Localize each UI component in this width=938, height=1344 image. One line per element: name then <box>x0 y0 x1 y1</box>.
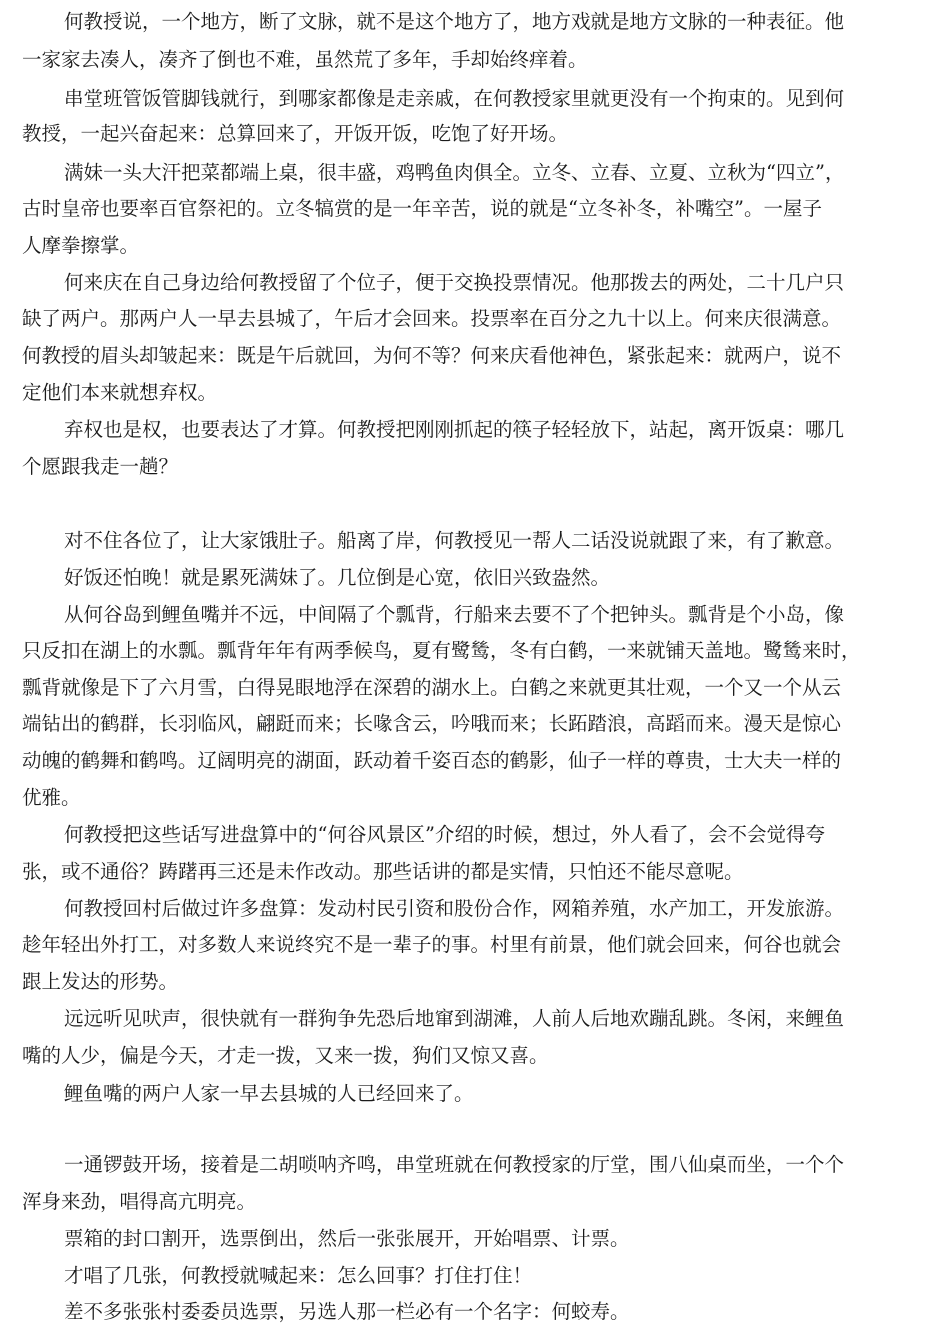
text-line: 鲤鱼嘴的两户人家一早去县城的人已经回来了。 <box>64 1082 474 1105</box>
text-line: 满妹一头大汗把菜都端上桌，很丰盛，鸡鸭鱼肉俱全。立冬、立春、立夏、立秋为“四立”， <box>64 161 845 184</box>
text-line: 从何谷岛到鲤鱼嘴并不远，中间隔了个瓢背，行船来去要不了个把钟头。瓢背是个小岛，像 <box>64 603 845 626</box>
text-line: 优雅。 <box>22 786 81 809</box>
text-line: 张，或不通俗？踌躇再三还是未作改动。那些话讲的都是实情，只怕还不能尽意呢。 <box>22 860 744 883</box>
text-line: 差不多张张村委委员选票，另选人那一栏必有一个名字：何蛟寿。 <box>64 1300 630 1323</box>
text-line: 对不住各位了，让大家饿肚子。船离了岸，何教授见一帮人二话没说就跟了来，有了歉意。 <box>64 529 845 552</box>
text-line: 瓢背就像是下了六月雪，白得晃眼地浮在深碧的湖水上。白鹤之来就更其壮观，一个又一个从云 <box>22 676 842 699</box>
text-line: 古时皇帝也要率百官祭祀的。立冬犒赏的是一年辛苦，说的就是“立冬补冬，补嘴空”。一屋子 <box>22 197 822 220</box>
text-line: 定他们本来就想弃权。 <box>22 381 218 404</box>
text-line: 票箱的封口割开，选票倒出，然后一张张展开，开始唱票、计票。 <box>64 1227 630 1250</box>
text-line: 才唱了几张，何教授就喊起来：怎么回事？打住打住！ <box>64 1264 533 1287</box>
text-line: 一通锣鼓开场，接着是二胡唢呐齐鸣，串堂班就在何教授家的厅堂，围八仙桌而坐，一个个 <box>64 1153 845 1176</box>
text-line: 何教授说，一个地方，断了文脉，就不是这个地方了，地方戏就是地方文脉的一种表征。他 <box>64 10 845 33</box>
text-line: 好饭还怕晚！就是累死满妹了。几位倒是心宽，依旧兴致盎然。 <box>64 566 611 589</box>
text-line: 何教授的眉头却皱起来：既是午后就回，为何不等？何来庆看他神色，紧张起来：就两户，说不 <box>22 344 842 367</box>
text-line: 弃权也是权，也要表达了才算。何教授把刚刚抓起的筷子轻轻放下，站起，离开饭桌：哪几 <box>64 418 845 441</box>
text-line: 何教授回村后做过许多盘算：发动村民引资和股份合作，网箱养殖，水产加工，开发旅游。 <box>64 897 845 920</box>
text-line: 串堂班管饭管脚钱就行，到哪家都像是走亲戚，在何教授家里就更没有一个拘束的。见到何 <box>64 87 845 110</box>
text-line: 缺了两户。那两户人一早去县城了，午后才会回来。投票率在百分之九十以上。何来庆很满意。 <box>22 307 842 330</box>
text-line: 远远听见吠声，很快就有一群狗争先恐后地窜到湖滩，人前人后地欢蹦乱跳。冬闲，来鲤鱼 <box>64 1007 845 1030</box>
text-line: 人摩拳擦掌。 <box>22 234 140 257</box>
text-line: 跟上发达的形势。 <box>22 970 179 993</box>
text-line: 何教授把这些话写进盘算中的“何谷风景区”介绍的时候，想过，外人看了，会不会觉得夸 <box>64 823 825 846</box>
text-line: 嘴的人少，偏是今天，才走一拨，又来一拨，狗们又惊又喜。 <box>22 1044 549 1067</box>
text-line: 教授，一起兴奋起来：总算回来了，开饭开饭，吃饱了好开场。 <box>22 122 569 145</box>
text-line: 一家家去凑人，凑齐了倒也不难，虽然荒了多年，手却始终痒着。 <box>22 48 588 71</box>
text-line: 浑身来劲，唱得高亢明亮。 <box>22 1190 257 1213</box>
text-line: 趁年轻出外打工，对多数人来说终究不是一辈子的事。村里有前景，他们就会回来，何谷也就会 <box>22 933 842 956</box>
text-line: 端钻出的鹤群，长羽临风，翩跹而来；长喙含云，吟哦而来；长跖踏浪，高蹈而来。漫天是惊心 <box>22 712 842 735</box>
text-line: 个愿跟我走一趟？ <box>22 455 179 478</box>
text-line: 何来庆在自己身边给何教授留了个位子，便于交换投票情况。他那拨去的两处，二十几户只 <box>64 271 845 294</box>
text-line: 动魄的鹤舞和鹤鸣。辽阔明亮的湖面，跃动着千姿百态的鹤影，仙子一样的尊贵，士大夫一样的 <box>22 749 842 772</box>
text-line: 只反扣在湖上的水瓢。瓢背年年有两季候鸟，夏有鹭鸶，冬有白鹤，一来就铺天盖地。鹭鸶来时， <box>22 639 861 662</box>
